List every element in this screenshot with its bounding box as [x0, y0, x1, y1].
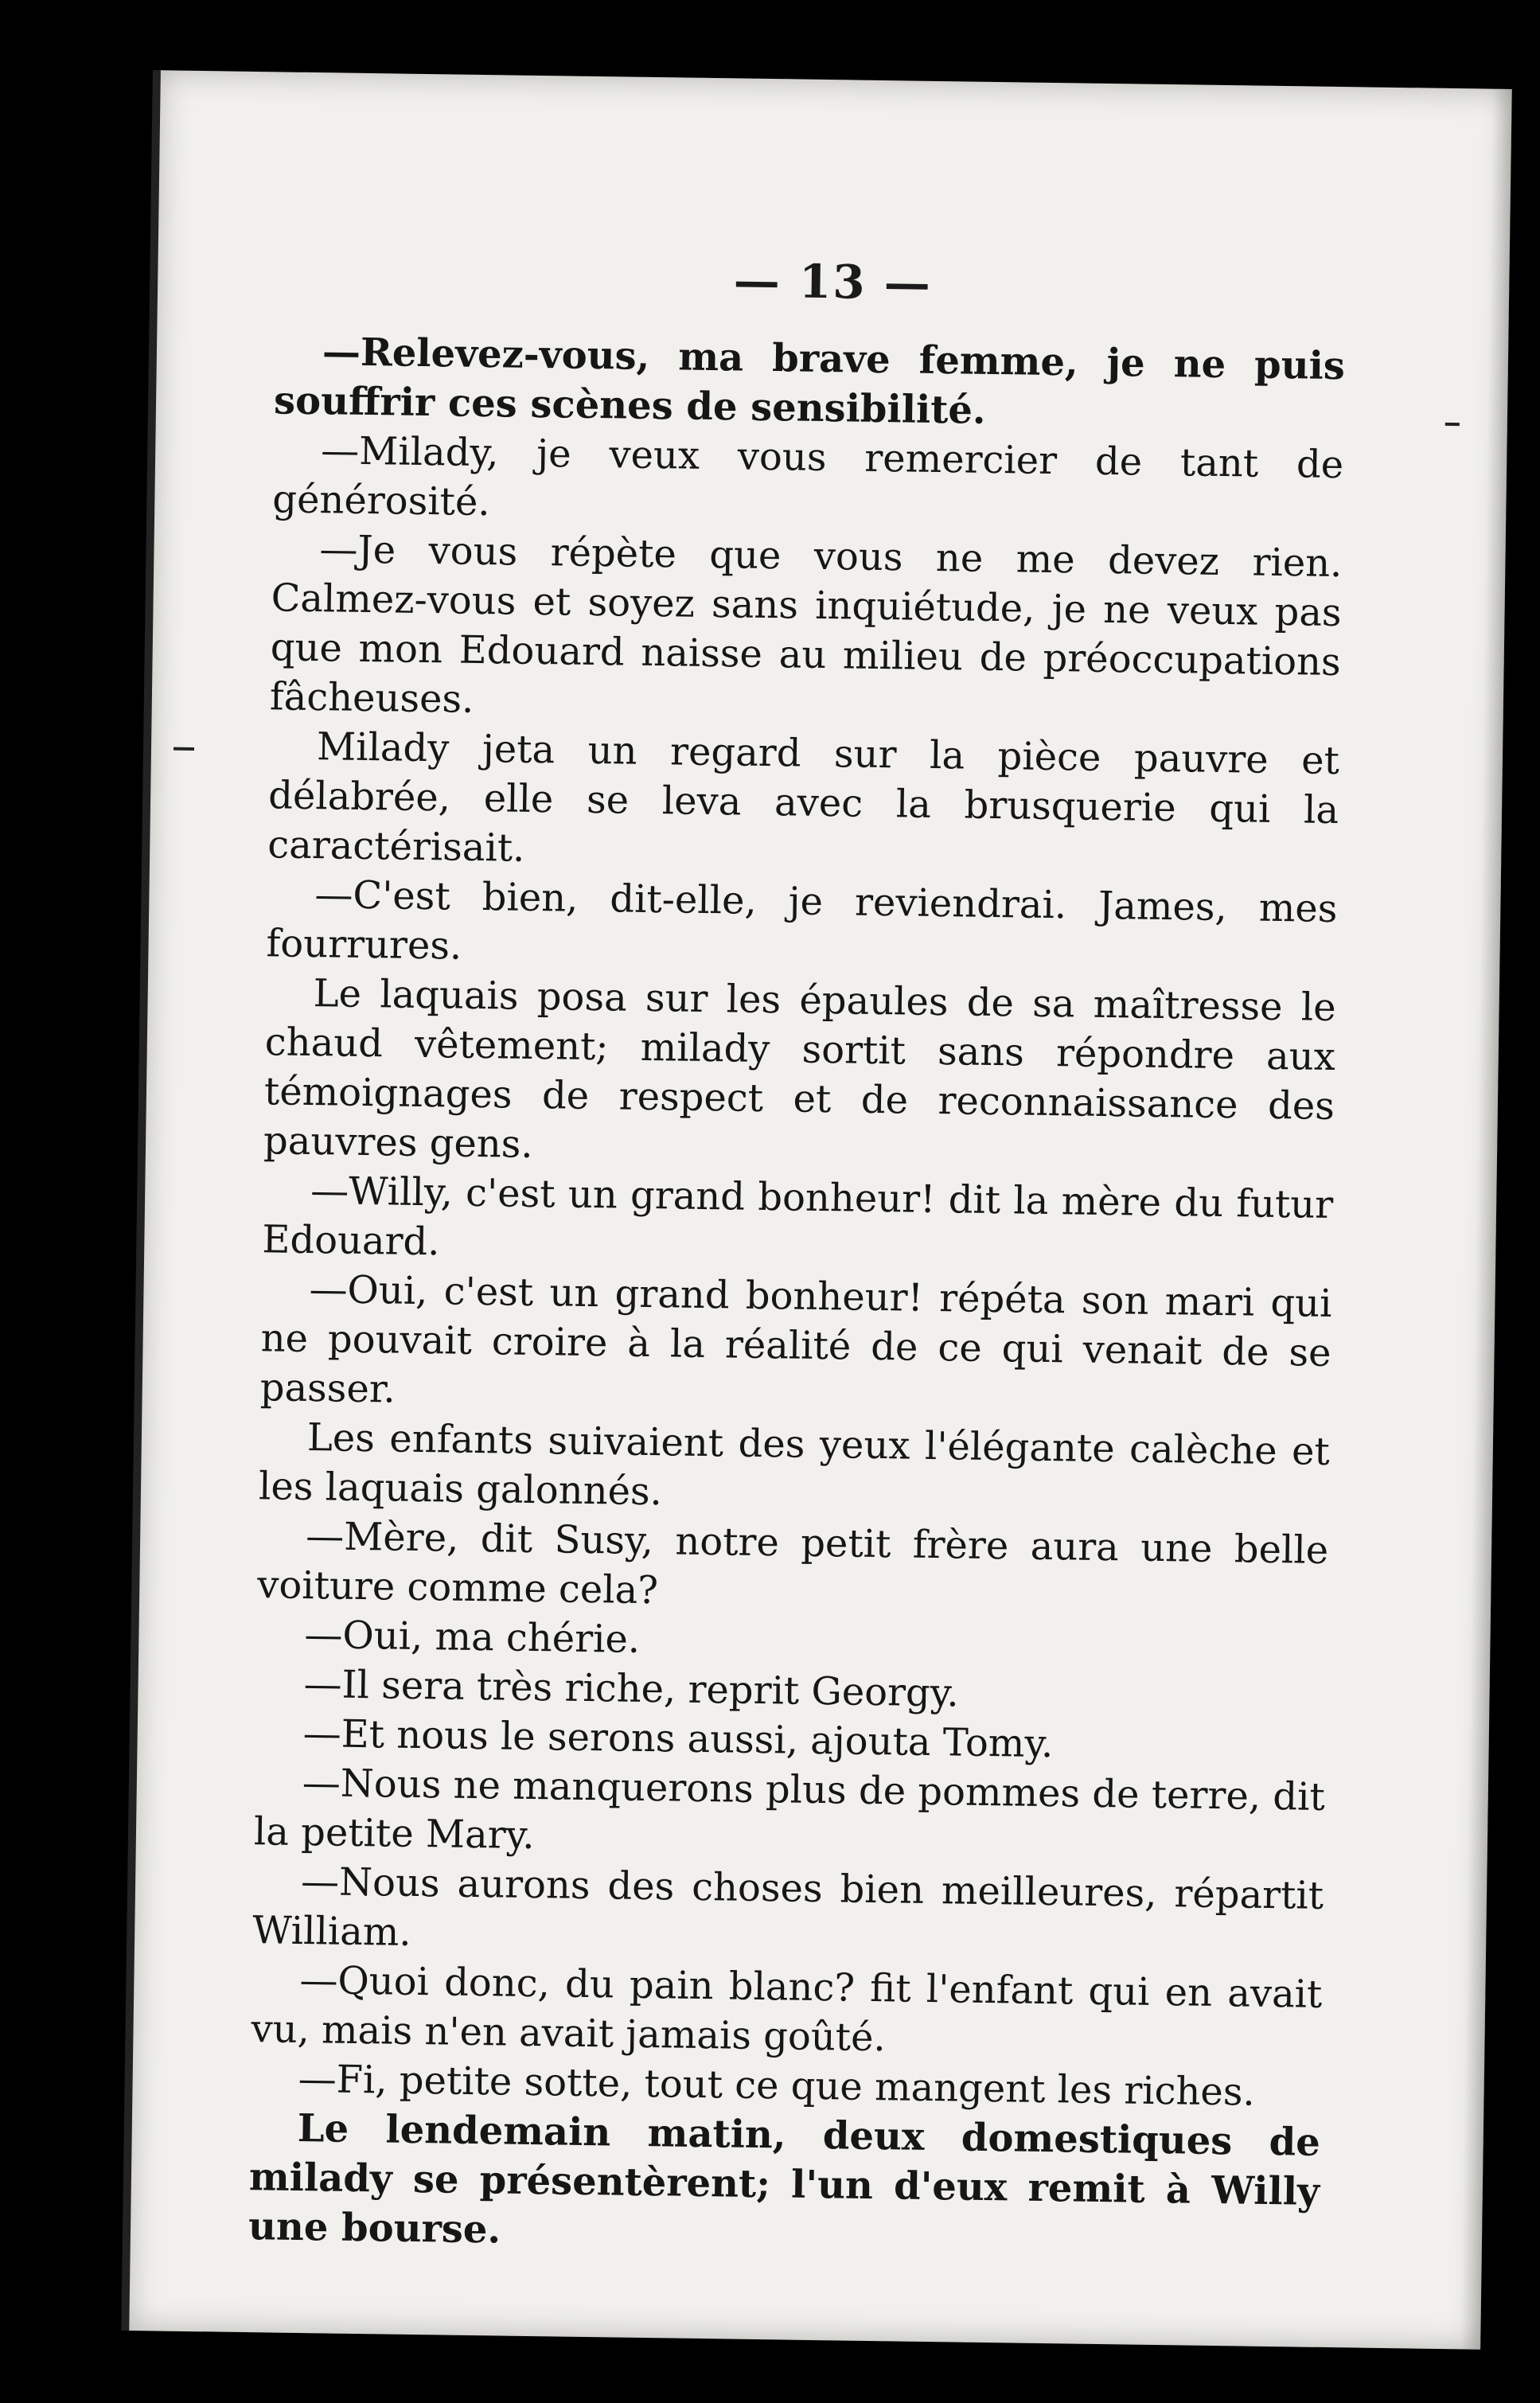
- paragraph: —Oui, ma chérie.: [304, 1613, 641, 1662]
- paragraph: —Et nous le serons aussi, ajouta Tomy.: [302, 1711, 1054, 1767]
- paragraph: —C'est bien, dit-elle, je reviendrai. James, mes fourrures.: [266, 872, 1338, 969]
- paragraph: —Quoi donc, du pain blanc? fit l'enfant qui en avait vu, mais n'en avait jamais goûté.: [251, 1957, 1323, 2061]
- paragraph: Le laquais posa sur les épaules de sa maîtresse le chaud vêtement; milady sortit sans répondre aux témoignages de respect et de reconnaissance des pauvres gens.: [263, 971, 1337, 1167]
- paragraph: —Oui, c'est un grand bonheur! répéta son mari qui ne pouvait croire à la réalité de ce qui venait de se passer.: [259, 1267, 1332, 1412]
- paragraph: Les enfants suivaient des yeux l'élégante calèche et les laquais galonnés.: [258, 1415, 1331, 1515]
- paragraph: —Il sera très riche, reprit Georgy.: [303, 1662, 960, 1716]
- paragraph: —Nous ne manquerons plus de pommes de terre, dit la petite Mary.: [253, 1760, 1326, 1859]
- paragraph: —Relevez-vous, ma brave femme, je ne puis souffrir ces scènes de sensibilité.: [273, 330, 1346, 433]
- paragraph: —Mère, dit Susy, notre petit frère aura une belle voiture comme cela?: [256, 1514, 1329, 1613]
- paragraph: —Nous aurons des choses bien meilleures, répartit William.: [251, 1859, 1324, 1955]
- paragraph: —Fi, petite sotte, tout ce que mangent les riches.: [298, 2056, 1256, 2115]
- margin-mark: [173, 747, 194, 751]
- paragraph: Le lendemain matin, deux domestiques de milady se présentèrent; l'un d'eux remit à Willy une bourse.: [248, 2105, 1321, 2253]
- paragraph: —Milady, je veux vous remercier de tant de générosité.: [272, 428, 1344, 525]
- paragraph: —Je vous répète que vous ne me devez rien. Calmez-vous et soyez sans inquiétude, je ne veux pas que mon Edouard naisse au milieu de préoccupations fâcheuses.: [269, 527, 1343, 722]
- body-text: [248, 326, 1346, 2266]
- margin-mark: [1445, 423, 1460, 426]
- paragraph: Milady jeta un regard sur la pièce pauvre et délabrée, elle se leva avec la brusquerie qui la caractérisait.: [267, 724, 1340, 871]
- book-page: [127, 70, 1511, 2349]
- page-number: — 13 —: [733, 253, 933, 310]
- paragraph: —Willy, c'est un grand bonheur! dit la mère du futur Edouard.: [262, 1168, 1334, 1265]
